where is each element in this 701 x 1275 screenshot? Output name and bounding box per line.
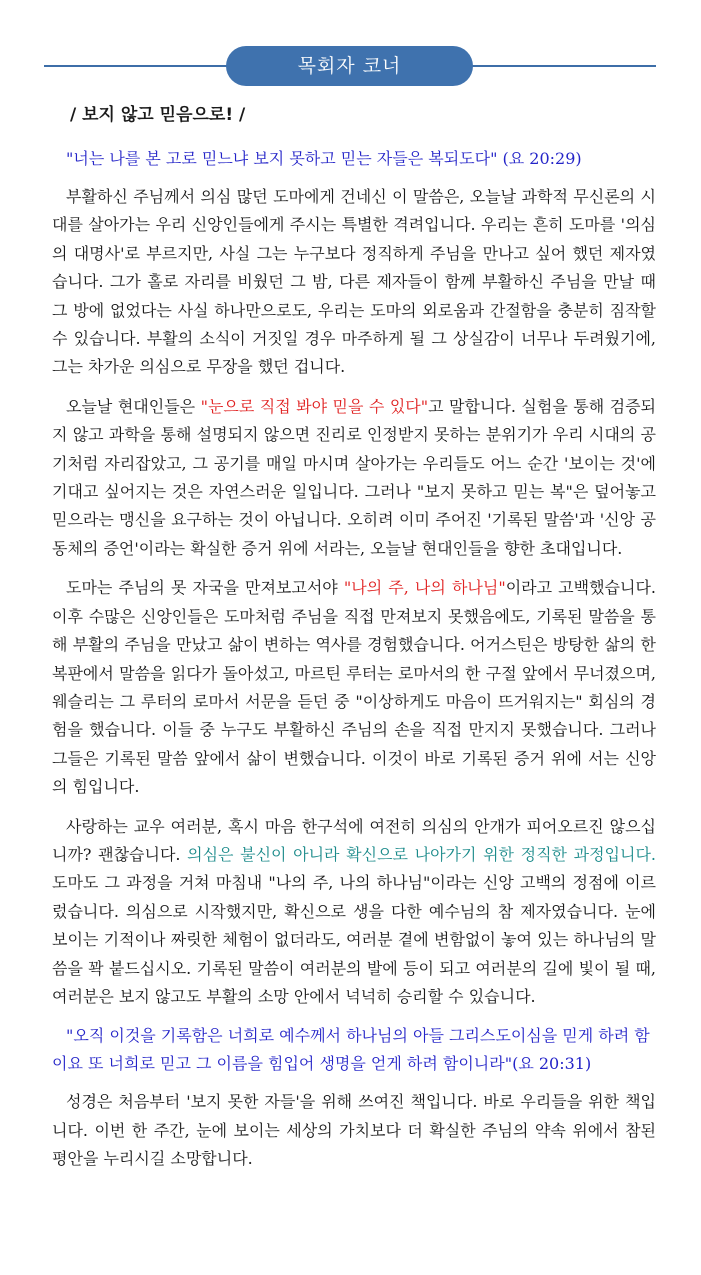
paragraph-2-text-a: 오늘날 현대인들은 — [66, 396, 201, 416]
paragraph-3 — [52, 574, 656, 801]
paragraph-3-emphasis: "나의 주, 나의 하나님" — [343, 578, 506, 598]
paragraph-2-text-b: 고 말합니다. 실험을 통해 검증되지 않고 과학을 통해 설명되지 않으면 진리로 인정받지 못하는 분위기가 우리 시대의 공기처럼 자리잡았고, 그 공기를 매일 마시며 살아가는 우리들도 어느 순간 '보이는 것'에 기대고 싶어지는 것은 자연스러운 일입니다. 그러나 "보지 못하고 믿는 복"은 덮어놓고 믿으라는 맹신을 요구하는 것이 아닙니다. 오히려 이미 주어진 '기록된 말씀'과 '신앙 공동체의 증언'이라는 확실한 증거 위에 서라는, 오늘날 현대인들을 향한 초대입니다. — [52, 396, 657, 558]
scripture-quote-opening: "너는 나를 본 고로 믿느냐 보지 못하고 믿는 자들은 복되도다" (요 20:29) — [66, 149, 582, 168]
section-header — [0, 46, 701, 88]
paragraph-2 — [52, 393, 656, 563]
paragraph-4 — [52, 813, 656, 1012]
section-title: 목회자 코너 — [226, 46, 473, 86]
scripture-quote-closing: "오직 이것을 기록함은 너희로 예수께서 하나님의 아들 그리스도이심을 믿게 하려 함이요 또 너희로 믿고 그 이름을 힘입어 생명을 얻게 하려 함이니라"(요 20:31) — [52, 1026, 650, 1074]
paragraph-3-text-a: 도마는 주님의 못 자국을 만져보고서야 — [66, 578, 344, 598]
paragraph-3-text-b: 이라고 고백했습니다. 이후 수많은 신앙인들은 도마처럼 주님을 직접 만져보지 못했음에도, 기록된 말씀을 통해 부활의 주님을 만났고 삶이 변하는 역사를 경험했습니다. 어거스틴은 방탕한 삶의 한복판에서 말씀을 읽다가 돌아섰고, 마르틴 루터는 로마서의 한 구절 앞에서 무너졌으며, 웨슬리는 그 루터의 로마서 서문을 듣던 중 "이상하게도 마음이 뜨거워지는" 회심의 경험을 했습니다. 이들 중 누구도 부활하신 주님의 손을 직접 만지지 못했습니다. 그러나 그들은 기록된 말씀 앞에서 삶이 변했습니다. 이것이 바로 기록된 증거 위에 서는 신앙의 힘입니다. — [52, 578, 656, 797]
paragraph-4-emphasis: 의심은 불신이 아니라 확신으로 나아가기 위한 정직한 과정입니다. — [187, 844, 656, 864]
paragraph-5: 성경은 처음부터 '보지 못한 자들'을 위해 쓰여진 책입니다. 바로 우리들을 위한 책입니다. 이번 한 주간, 눈에 보이는 세상의 가치보다 더 확실한 주님의 약속 위에서 참된 평안을 누리시길 소망합니다. — [52, 1092, 656, 1169]
article-body — [52, 103, 656, 1185]
paragraph-4-text-a: 사랑하는 교우 여러분, 혹시 마음 한구석에 여전히 의심의 안개가 피어오르진 않으십니까? 괜찮습니다. — [52, 816, 656, 864]
paragraph-2-emphasis: "눈으로 직접 봐야 믿을 수 있다" — [200, 396, 429, 416]
paragraph-1: 부활하신 주님께서 의심 많던 도마에게 건네신 이 말씀은, 오늘날 과학적 무신론의 시대를 살아가는 우리 신앙인들에게 주시는 특별한 격려입니다. 우리는 흔히 도마를 '의심의 대명사'로 부르지만, 사실 그는 누구보다 정직하게 주님을 만나고 싶어 했던 제자였습니다. 그가 홀로 자리를 비웠던 그 밤, 다른 제자들이 함께 부활하신 주님을 만날 때 그 방에 없었다는 사실 하나만으로도, 우리는 도마의 외로움과 간절함을 충분히 짐작할 수 있습니다. 부활의 소식이 거짓일 경우 마주하게 될 그 상실감이 너무나 두려웠기에, 그는 차가운 의심으로 무장을 했던 겁니다. — [52, 187, 656, 377]
paragraph-4-text-b: 도마도 그 과정을 거쳐 마침내 "나의 주, 나의 하나님"이라는 신앙 고백의 정점에 이르렀습니다. 의심으로 시작했지만, 확신으로 생을 다한 예수님의 참 제자였습니다. 눈에 보이는 기적이나 짜릿한 체험이 없더라도, 여러분 곁에 변함없이 놓여 있는 하나님의 말씀을 꽉 붙드십시오. 기록된 말씀이 여러분의 발에 등이 되고 여러분의 길에 빛이 될 때, 여러분은 보지 않고도 부활의 소망 안에서 넉넉히 승리할 수 있습니다. — [52, 873, 656, 1006]
article-subtitle: / 보지 않고 믿음으로! / — [70, 105, 246, 125]
